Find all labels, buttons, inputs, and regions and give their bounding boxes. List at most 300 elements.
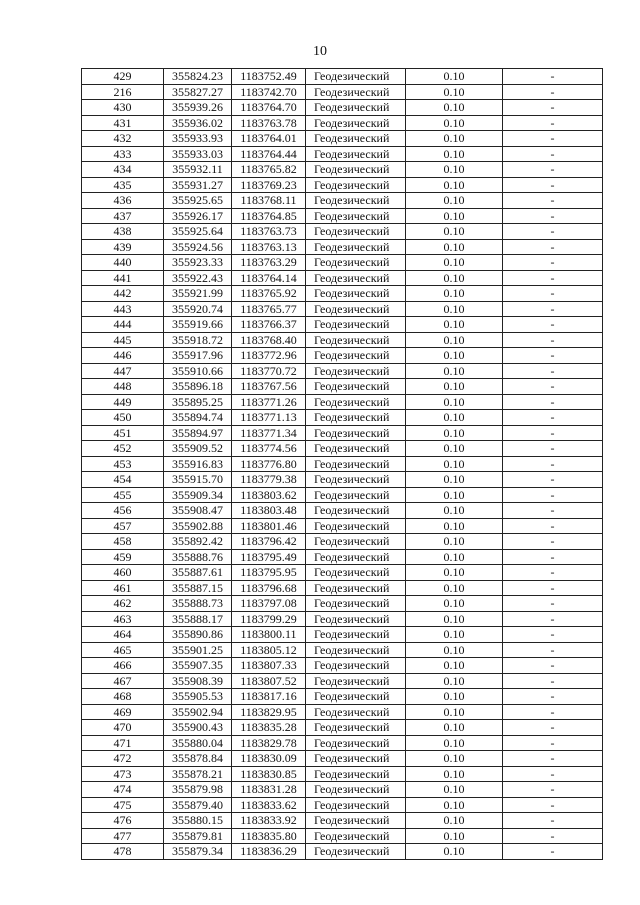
cell-x: 355902.94 bbox=[164, 704, 232, 720]
cell-y: 1183768.40 bbox=[232, 332, 306, 348]
cell-x: 355922.43 bbox=[164, 270, 232, 286]
cell-note: - bbox=[503, 115, 603, 131]
table-row bbox=[82, 100, 603, 116]
cell-point: 448 bbox=[82, 379, 164, 395]
cell-method: Геодезический bbox=[306, 115, 406, 131]
cell-accuracy: 0.10 bbox=[406, 379, 503, 395]
coordinates-table bbox=[81, 68, 603, 860]
cell-accuracy: 0.10 bbox=[406, 100, 503, 116]
cell-y: 1183801.46 bbox=[232, 518, 306, 534]
cell-accuracy: 0.10 bbox=[406, 394, 503, 410]
cell-y: 1183807.52 bbox=[232, 673, 306, 689]
cell-note: - bbox=[503, 611, 603, 627]
cell-accuracy: 0.10 bbox=[406, 580, 503, 596]
page-number: 10 bbox=[313, 44, 327, 59]
table-row bbox=[82, 317, 603, 333]
cell-accuracy: 0.10 bbox=[406, 270, 503, 286]
cell-y: 1183764.44 bbox=[232, 146, 306, 162]
cell-point: 438 bbox=[82, 224, 164, 240]
table-row bbox=[82, 704, 603, 720]
cell-y: 1183769.23 bbox=[232, 177, 306, 193]
cell-y: 1183796.68 bbox=[232, 580, 306, 596]
cell-accuracy: 0.10 bbox=[406, 441, 503, 457]
cell-y: 1183795.49 bbox=[232, 549, 306, 565]
cell-y: 1183799.29 bbox=[232, 611, 306, 627]
cell-accuracy: 0.10 bbox=[406, 503, 503, 519]
cell-y: 1183764.14 bbox=[232, 270, 306, 286]
cell-method: Геодезический bbox=[306, 704, 406, 720]
cell-point: 455 bbox=[82, 487, 164, 503]
table-row bbox=[82, 751, 603, 767]
cell-method: Геодезический bbox=[306, 689, 406, 705]
cell-note: - bbox=[503, 208, 603, 224]
table-row bbox=[82, 177, 603, 193]
cell-x: 355901.25 bbox=[164, 642, 232, 658]
cell-note: - bbox=[503, 270, 603, 286]
cell-y: 1183796.42 bbox=[232, 534, 306, 550]
cell-y: 1183830.85 bbox=[232, 766, 306, 782]
cell-accuracy: 0.10 bbox=[406, 348, 503, 364]
table-row bbox=[82, 425, 603, 441]
cell-note: - bbox=[503, 487, 603, 503]
cell-note: - bbox=[503, 642, 603, 658]
cell-x: 355824.23 bbox=[164, 69, 232, 85]
cell-accuracy: 0.10 bbox=[406, 115, 503, 131]
cell-x: 355921.99 bbox=[164, 286, 232, 302]
cell-y: 1183763.29 bbox=[232, 255, 306, 271]
cell-y: 1183768.11 bbox=[232, 193, 306, 209]
cell-point: 475 bbox=[82, 797, 164, 813]
cell-method: Геодезический bbox=[306, 270, 406, 286]
cell-method: Геодезический bbox=[306, 208, 406, 224]
cell-point: 432 bbox=[82, 131, 164, 147]
cell-y: 1183752.49 bbox=[232, 69, 306, 85]
cell-x: 355894.97 bbox=[164, 425, 232, 441]
cell-x: 355879.98 bbox=[164, 782, 232, 798]
cell-point: 446 bbox=[82, 348, 164, 364]
cell-point: 454 bbox=[82, 472, 164, 488]
table-row bbox=[82, 146, 603, 162]
table-row bbox=[82, 735, 603, 751]
table-row bbox=[82, 115, 603, 131]
cell-point: 431 bbox=[82, 115, 164, 131]
cell-x: 355915.70 bbox=[164, 472, 232, 488]
cell-y: 1183830.09 bbox=[232, 751, 306, 767]
cell-point: 458 bbox=[82, 534, 164, 550]
cell-method: Геодезический bbox=[306, 456, 406, 472]
table-row bbox=[82, 689, 603, 705]
cell-note: - bbox=[503, 441, 603, 457]
cell-note: - bbox=[503, 425, 603, 441]
table-row bbox=[82, 472, 603, 488]
cell-point: 450 bbox=[82, 410, 164, 426]
cell-y: 1183763.73 bbox=[232, 224, 306, 240]
cell-x: 355920.74 bbox=[164, 301, 232, 317]
cell-method: Геодезический bbox=[306, 301, 406, 317]
cell-point: 437 bbox=[82, 208, 164, 224]
cell-note: - bbox=[503, 813, 603, 829]
cell-y: 1183797.08 bbox=[232, 596, 306, 612]
cell-accuracy: 0.10 bbox=[406, 286, 503, 302]
table-row bbox=[82, 193, 603, 209]
cell-note: - bbox=[503, 751, 603, 767]
cell-note: - bbox=[503, 84, 603, 100]
cell-x: 355916.83 bbox=[164, 456, 232, 472]
cell-x: 355902.88 bbox=[164, 518, 232, 534]
table-row bbox=[82, 487, 603, 503]
cell-accuracy: 0.10 bbox=[406, 131, 503, 147]
cell-y: 1183803.48 bbox=[232, 503, 306, 519]
cell-method: Геодезический bbox=[306, 239, 406, 255]
cell-method: Геодезический bbox=[306, 735, 406, 751]
cell-x: 355919.66 bbox=[164, 317, 232, 333]
cell-accuracy: 0.10 bbox=[406, 162, 503, 178]
cell-y: 1183765.82 bbox=[232, 162, 306, 178]
cell-method: Геодезический bbox=[306, 193, 406, 209]
cell-method: Геодезический bbox=[306, 658, 406, 674]
cell-point: 434 bbox=[82, 162, 164, 178]
cell-y: 1183829.95 bbox=[232, 704, 306, 720]
cell-accuracy: 0.10 bbox=[406, 456, 503, 472]
table-row bbox=[82, 797, 603, 813]
table-row bbox=[82, 410, 603, 426]
table-row bbox=[82, 224, 603, 240]
cell-accuracy: 0.10 bbox=[406, 534, 503, 550]
cell-method: Геодезический bbox=[306, 751, 406, 767]
cell-note: - bbox=[503, 627, 603, 643]
table-row bbox=[82, 441, 603, 457]
cell-method: Геодезический bbox=[306, 673, 406, 689]
table-row bbox=[82, 627, 603, 643]
cell-accuracy: 0.10 bbox=[406, 208, 503, 224]
cell-note: - bbox=[503, 844, 603, 860]
cell-x: 355887.15 bbox=[164, 580, 232, 596]
cell-point: 449 bbox=[82, 394, 164, 410]
cell-x: 355925.64 bbox=[164, 224, 232, 240]
cell-note: - bbox=[503, 224, 603, 240]
cell-method: Геодезический bbox=[306, 844, 406, 860]
cell-point: 465 bbox=[82, 642, 164, 658]
cell-method: Геодезический bbox=[306, 627, 406, 643]
table-row bbox=[82, 379, 603, 395]
table-row bbox=[82, 534, 603, 550]
cell-method: Геодезический bbox=[306, 131, 406, 147]
cell-note: - bbox=[503, 704, 603, 720]
cell-accuracy: 0.10 bbox=[406, 549, 503, 565]
table-row bbox=[82, 332, 603, 348]
cell-accuracy: 0.10 bbox=[406, 565, 503, 581]
table-row bbox=[82, 270, 603, 286]
cell-accuracy: 0.10 bbox=[406, 301, 503, 317]
cell-y: 1183833.92 bbox=[232, 813, 306, 829]
cell-accuracy: 0.10 bbox=[406, 146, 503, 162]
cell-method: Геодезический bbox=[306, 782, 406, 798]
cell-point: 468 bbox=[82, 689, 164, 705]
cell-note: - bbox=[503, 131, 603, 147]
cell-x: 355890.86 bbox=[164, 627, 232, 643]
table-row bbox=[82, 782, 603, 798]
table-row bbox=[82, 503, 603, 519]
cell-note: - bbox=[503, 766, 603, 782]
cell-point: 451 bbox=[82, 425, 164, 441]
cell-point: 457 bbox=[82, 518, 164, 534]
cell-note: - bbox=[503, 255, 603, 271]
cell-point: 469 bbox=[82, 704, 164, 720]
cell-x: 355908.39 bbox=[164, 673, 232, 689]
cell-x: 355924.56 bbox=[164, 239, 232, 255]
cell-point: 445 bbox=[82, 332, 164, 348]
cell-x: 355909.52 bbox=[164, 441, 232, 457]
cell-note: - bbox=[503, 658, 603, 674]
cell-method: Геодезический bbox=[306, 503, 406, 519]
cell-accuracy: 0.10 bbox=[406, 704, 503, 720]
cell-note: - bbox=[503, 69, 603, 85]
cell-y: 1183835.80 bbox=[232, 828, 306, 844]
cell-point: 433 bbox=[82, 146, 164, 162]
cell-method: Геодезический bbox=[306, 828, 406, 844]
cell-point: 470 bbox=[82, 720, 164, 736]
cell-note: - bbox=[503, 301, 603, 317]
cell-y: 1183765.92 bbox=[232, 286, 306, 302]
table-row bbox=[82, 84, 603, 100]
table-row bbox=[82, 611, 603, 627]
table-row bbox=[82, 69, 603, 85]
cell-method: Геодезический bbox=[306, 565, 406, 581]
cell-accuracy: 0.10 bbox=[406, 332, 503, 348]
table-row bbox=[82, 456, 603, 472]
cell-point: 476 bbox=[82, 813, 164, 829]
cell-method: Геодезический bbox=[306, 441, 406, 457]
cell-method: Геодезический bbox=[306, 332, 406, 348]
table-row bbox=[82, 549, 603, 565]
cell-note: - bbox=[503, 239, 603, 255]
cell-y: 1183774.56 bbox=[232, 441, 306, 457]
cell-accuracy: 0.10 bbox=[406, 751, 503, 767]
table-row bbox=[82, 813, 603, 829]
cell-method: Геодезический bbox=[306, 100, 406, 116]
cell-x: 355931.27 bbox=[164, 177, 232, 193]
cell-accuracy: 0.10 bbox=[406, 627, 503, 643]
cell-method: Геодезический bbox=[306, 549, 406, 565]
cell-x: 355905.53 bbox=[164, 689, 232, 705]
cell-method: Геодезический bbox=[306, 286, 406, 302]
cell-y: 1183805.12 bbox=[232, 642, 306, 658]
cell-x: 355894.74 bbox=[164, 410, 232, 426]
cell-y: 1183766.37 bbox=[232, 317, 306, 333]
cell-x: 355926.17 bbox=[164, 208, 232, 224]
cell-method: Геодезический bbox=[306, 255, 406, 271]
cell-note: - bbox=[503, 596, 603, 612]
cell-method: Геодезический bbox=[306, 146, 406, 162]
cell-method: Геодезический bbox=[306, 797, 406, 813]
cell-note: - bbox=[503, 394, 603, 410]
cell-x: 355827.27 bbox=[164, 84, 232, 100]
table-row bbox=[82, 255, 603, 271]
cell-y: 1183771.34 bbox=[232, 425, 306, 441]
cell-y: 1183763.78 bbox=[232, 115, 306, 131]
cell-note: - bbox=[503, 534, 603, 550]
cell-x: 355932.11 bbox=[164, 162, 232, 178]
cell-point: 461 bbox=[82, 580, 164, 596]
cell-y: 1183779.38 bbox=[232, 472, 306, 488]
cell-y: 1183767.56 bbox=[232, 379, 306, 395]
cell-y: 1183772.96 bbox=[232, 348, 306, 364]
cell-accuracy: 0.10 bbox=[406, 224, 503, 240]
cell-accuracy: 0.10 bbox=[406, 658, 503, 674]
cell-accuracy: 0.10 bbox=[406, 782, 503, 798]
cell-accuracy: 0.10 bbox=[406, 596, 503, 612]
table-row bbox=[82, 844, 603, 860]
cell-method: Геодезический bbox=[306, 394, 406, 410]
cell-y: 1183776.80 bbox=[232, 456, 306, 472]
cell-method: Геодезический bbox=[306, 534, 406, 550]
table-row bbox=[82, 518, 603, 534]
cell-x: 355892.42 bbox=[164, 534, 232, 550]
cell-x: 355917.96 bbox=[164, 348, 232, 364]
cell-x: 355879.40 bbox=[164, 797, 232, 813]
cell-accuracy: 0.10 bbox=[406, 487, 503, 503]
cell-x: 355888.76 bbox=[164, 549, 232, 565]
table-row bbox=[82, 828, 603, 844]
cell-note: - bbox=[503, 286, 603, 302]
cell-accuracy: 0.10 bbox=[406, 425, 503, 441]
table-row bbox=[82, 394, 603, 410]
cell-accuracy: 0.10 bbox=[406, 239, 503, 255]
cell-accuracy: 0.10 bbox=[406, 844, 503, 860]
cell-point: 452 bbox=[82, 441, 164, 457]
cell-point: 464 bbox=[82, 627, 164, 643]
cell-method: Геодезический bbox=[306, 410, 406, 426]
cell-y: 1183800.11 bbox=[232, 627, 306, 643]
cell-point: 473 bbox=[82, 766, 164, 782]
cell-x: 355907.35 bbox=[164, 658, 232, 674]
cell-y: 1183807.33 bbox=[232, 658, 306, 674]
cell-x: 355923.33 bbox=[164, 255, 232, 271]
cell-point: 436 bbox=[82, 193, 164, 209]
cell-note: - bbox=[503, 580, 603, 596]
cell-note: - bbox=[503, 782, 603, 798]
cell-point: 467 bbox=[82, 673, 164, 689]
cell-point: 440 bbox=[82, 255, 164, 271]
cell-method: Геодезический bbox=[306, 425, 406, 441]
table-row bbox=[82, 580, 603, 596]
cell-method: Геодезический bbox=[306, 472, 406, 488]
cell-x: 355879.34 bbox=[164, 844, 232, 860]
table-row bbox=[82, 131, 603, 147]
cell-y: 1183764.01 bbox=[232, 131, 306, 147]
cell-accuracy: 0.10 bbox=[406, 193, 503, 209]
cell-method: Геодезический bbox=[306, 379, 406, 395]
cell-point: 466 bbox=[82, 658, 164, 674]
cell-point: 459 bbox=[82, 549, 164, 565]
table-row bbox=[82, 658, 603, 674]
cell-note: - bbox=[503, 735, 603, 751]
table-row bbox=[82, 286, 603, 302]
cell-point: 478 bbox=[82, 844, 164, 860]
cell-y: 1183764.70 bbox=[232, 100, 306, 116]
cell-x: 355910.66 bbox=[164, 363, 232, 379]
cell-point: 447 bbox=[82, 363, 164, 379]
cell-note: - bbox=[503, 797, 603, 813]
cell-accuracy: 0.10 bbox=[406, 797, 503, 813]
cell-x: 355936.02 bbox=[164, 115, 232, 131]
cell-accuracy: 0.10 bbox=[406, 766, 503, 782]
cell-method: Геодезический bbox=[306, 720, 406, 736]
cell-point: 435 bbox=[82, 177, 164, 193]
cell-point: 463 bbox=[82, 611, 164, 627]
cell-point: 216 bbox=[82, 84, 164, 100]
cell-y: 1183835.28 bbox=[232, 720, 306, 736]
cell-method: Геодезический bbox=[306, 69, 406, 85]
cell-note: - bbox=[503, 363, 603, 379]
cell-method: Геодезический bbox=[306, 611, 406, 627]
cell-point: 477 bbox=[82, 828, 164, 844]
cell-note: - bbox=[503, 549, 603, 565]
cell-note: - bbox=[503, 162, 603, 178]
cell-x: 355888.73 bbox=[164, 596, 232, 612]
cell-accuracy: 0.10 bbox=[406, 813, 503, 829]
cell-accuracy: 0.10 bbox=[406, 363, 503, 379]
cell-x: 355879.81 bbox=[164, 828, 232, 844]
cell-accuracy: 0.10 bbox=[406, 518, 503, 534]
cell-point: 474 bbox=[82, 782, 164, 798]
cell-accuracy: 0.10 bbox=[406, 317, 503, 333]
cell-point: 439 bbox=[82, 239, 164, 255]
table-row bbox=[82, 642, 603, 658]
cell-accuracy: 0.10 bbox=[406, 673, 503, 689]
cell-method: Геодезический bbox=[306, 84, 406, 100]
cell-note: - bbox=[503, 673, 603, 689]
cell-method: Геодезический bbox=[306, 642, 406, 658]
cell-note: - bbox=[503, 177, 603, 193]
cell-method: Геодезический bbox=[306, 317, 406, 333]
cell-note: - bbox=[503, 348, 603, 364]
cell-y: 1183770.72 bbox=[232, 363, 306, 379]
cell-y: 1183771.26 bbox=[232, 394, 306, 410]
table-row bbox=[82, 348, 603, 364]
cell-method: Геодезический bbox=[306, 518, 406, 534]
cell-point: 456 bbox=[82, 503, 164, 519]
cell-x: 355925.65 bbox=[164, 193, 232, 209]
table-row bbox=[82, 301, 603, 317]
cell-y: 1183803.62 bbox=[232, 487, 306, 503]
cell-note: - bbox=[503, 828, 603, 844]
coordinates-table-body bbox=[82, 69, 603, 860]
cell-x: 355933.03 bbox=[164, 146, 232, 162]
cell-method: Геодезический bbox=[306, 224, 406, 240]
cell-x: 355933.93 bbox=[164, 131, 232, 147]
cell-method: Геодезический bbox=[306, 363, 406, 379]
cell-accuracy: 0.10 bbox=[406, 611, 503, 627]
cell-note: - bbox=[503, 410, 603, 426]
cell-x: 355896.18 bbox=[164, 379, 232, 395]
cell-accuracy: 0.10 bbox=[406, 255, 503, 271]
table-row bbox=[82, 239, 603, 255]
cell-note: - bbox=[503, 518, 603, 534]
cell-x: 355895.25 bbox=[164, 394, 232, 410]
cell-y: 1183771.13 bbox=[232, 410, 306, 426]
cell-point: 442 bbox=[82, 286, 164, 302]
cell-method: Геодезический bbox=[306, 487, 406, 503]
cell-x: 355918.72 bbox=[164, 332, 232, 348]
cell-accuracy: 0.10 bbox=[406, 735, 503, 751]
cell-y: 1183831.28 bbox=[232, 782, 306, 798]
cell-point: 443 bbox=[82, 301, 164, 317]
cell-x: 355939.26 bbox=[164, 100, 232, 116]
cell-y: 1183795.95 bbox=[232, 565, 306, 581]
cell-note: - bbox=[503, 146, 603, 162]
cell-point: 430 bbox=[82, 100, 164, 116]
